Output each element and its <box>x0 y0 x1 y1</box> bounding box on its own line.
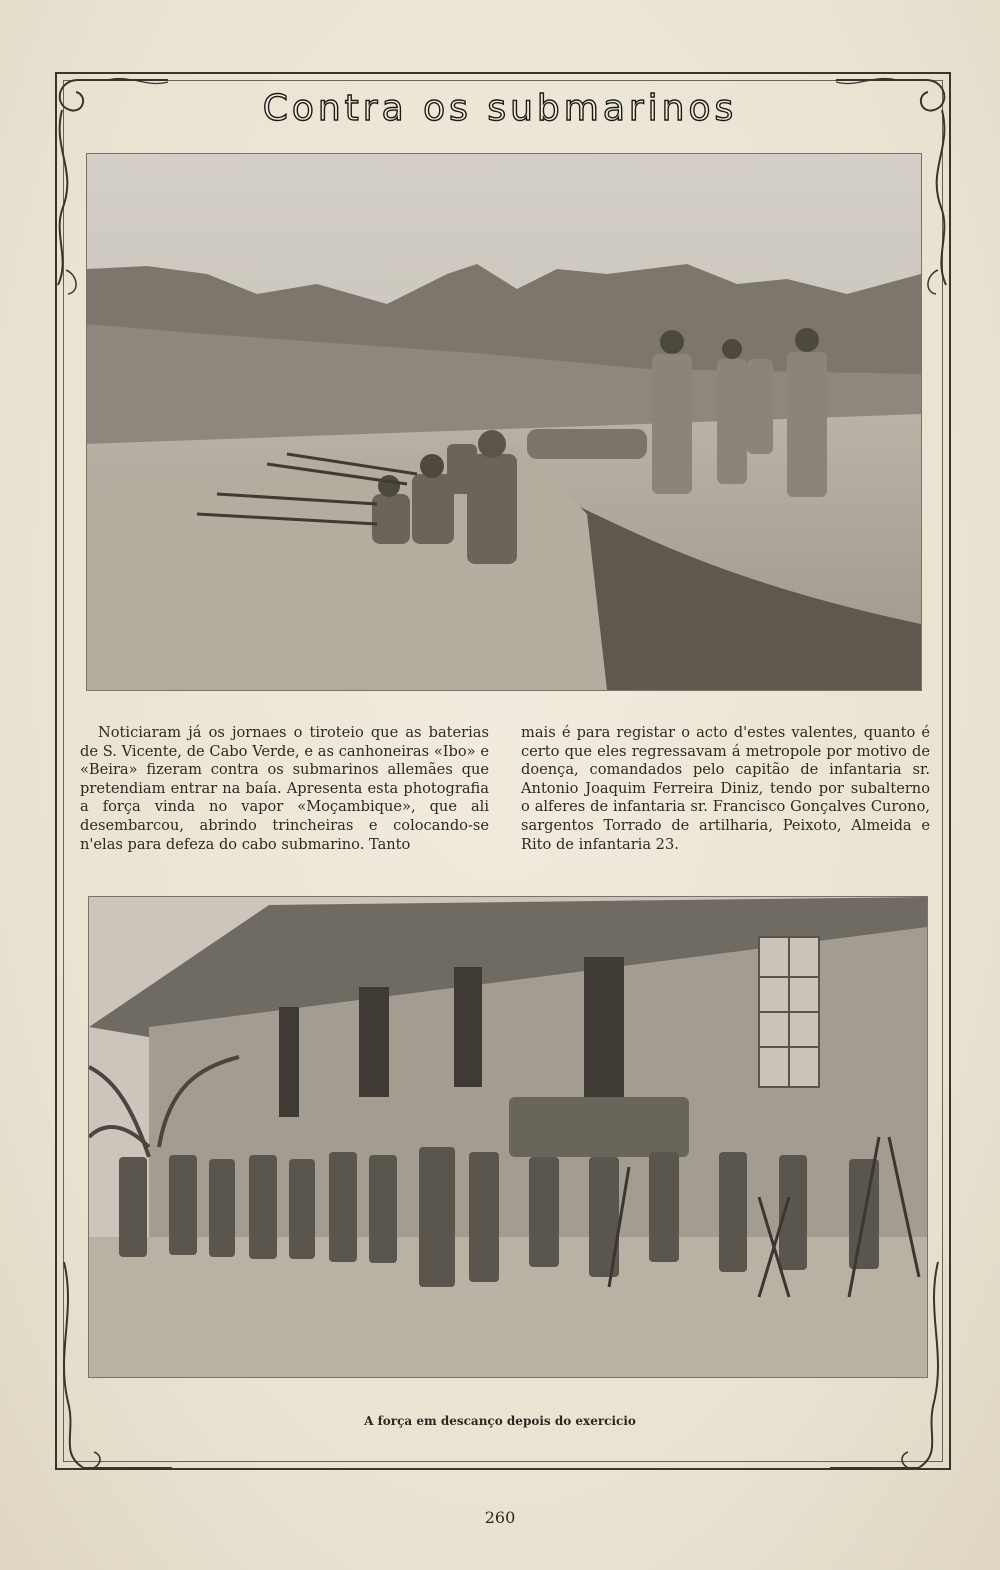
photo-trench-soldiers <box>86 153 922 691</box>
photo-troops-resting <box>88 896 928 1378</box>
page-number: 260 <box>484 1508 516 1527</box>
article-title: Contra os submarinos <box>262 88 738 129</box>
article-body <box>80 724 930 859</box>
body-text-right: mais é para registar o acto d'estes valentes, quanto é certo que eles regressavam á metropole por motivo de doença, comandados pelo capitão de infantaria sr. Antonio Joaquim Ferreira Diniz, tendo por subalterno o alferes de infantaria sr. Francisco Gonçalves Curono, sargentos Torrado de artilharia, Peixoto, Almeida e Rito de infantaria 23. <box>521 724 930 853</box>
photo-trench-image <box>87 154 921 690</box>
body-text-left: Noticiaram já os jornaes o tiroteio que as baterias de S. Vicente, de Cabo Verde, e as canhoneiras «Ibo» e «Beira» fizeram contra os submarinos allemães que pretendiam entrar na baía. Apresenta esta photografia a força vinda no vapor «Moçambique», que ali desembarcou, abrindo trincheiras e colocando-se n'elas para defeza do cabo submarino. Tanto <box>80 724 489 853</box>
photo-barracks-image <box>89 897 927 1377</box>
body-column-left <box>80 724 489 859</box>
body-column-right <box>521 724 930 859</box>
photo-caption: A força em descanço depois do exercicio <box>364 1414 636 1428</box>
